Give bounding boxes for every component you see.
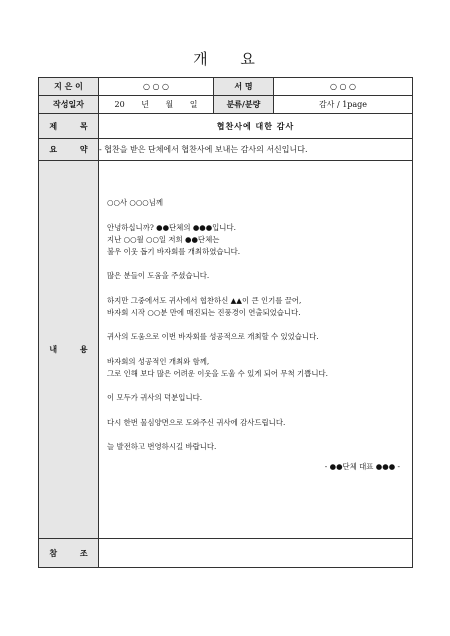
signature-line: - ●●단체 대표 ●●● - (324, 462, 400, 471)
category-label: 분류/분량 (214, 96, 274, 114)
content-line: 귀사의 도움으로 이번 바자회를 성공적으로 개최할 수 있었습니다. (107, 332, 319, 341)
content-line: 바자회 시작 ○○분 만에 매진되는 진풍경이 연출되었습니다. (107, 307, 301, 317)
reference-label: 참 조 (39, 539, 99, 568)
reference-row (39, 539, 413, 568)
summary-label: 요 약 (39, 139, 99, 161)
greeting-line: ○○사 ○○○님께 (107, 198, 164, 207)
summary-row (39, 139, 413, 161)
subject-label: 제 목 (39, 114, 99, 139)
content-line: 지난 ○○월 ○○일 저희 ●●단체는 (107, 234, 220, 244)
category-value: 감사 / 1page (274, 96, 413, 114)
summary-value: - 협찬을 받은 단체에서 협찬사에 보내는 감사의 서신입니다. (99, 139, 413, 161)
date-row (39, 96, 413, 114)
content-line: 하지만 그중에서도 귀사에서 협찬하신 ▲▲이 큰 인기를 끌어, (107, 295, 302, 305)
content-line: 불우 이웃 돕기 바자회를 개최하였습니다. (107, 246, 241, 256)
sign-label: 서 명 (214, 78, 274, 96)
date-label: 작성일자 (39, 96, 99, 114)
date-year-unit: 년 (141, 100, 149, 109)
content-line: 많은 분들이 도움을 주셨습니다. (107, 271, 210, 280)
title-char-1: 개 (193, 50, 210, 68)
date-month-unit: 월 (165, 100, 174, 109)
sign-value: ○ ○ ○ (274, 78, 413, 96)
page-title (0, 48, 450, 69)
subject-row (39, 114, 413, 139)
content-line: 늘 발전하고 번영하시길 바랍니다. (107, 442, 217, 451)
subject-value: 협찬사에 대한 감사 (99, 114, 413, 139)
date-day-unit: 일 (189, 100, 198, 109)
date-year: 20 (114, 100, 125, 109)
author-value: ○ ○ ○ (99, 78, 214, 96)
content-line: 그로 인해 보다 많은 어려운 이웃을 도울 수 있게 되어 무척 기쁩니다. (107, 368, 328, 378)
content-line: 이 모두가 귀사의 덕분입니다. (107, 393, 203, 402)
content-body (99, 161, 413, 539)
date-value (99, 96, 214, 114)
content-row (39, 161, 413, 539)
overview-form-table (38, 77, 413, 568)
author-row (39, 78, 413, 96)
reference-value (99, 539, 413, 568)
content-line: 다시 한번 물심양면으로 도와주신 귀사에 감사드립니다. (107, 417, 286, 427)
content-line: 안녕하십니까? ●●단체의 ●●●입니다. (107, 222, 236, 232)
content-label: 내 용 (39, 161, 99, 539)
author-label: 지 은 이 (39, 78, 99, 96)
title-char-2: 요 (240, 50, 257, 68)
content-line: 바자회의 성공적인 개최와 함께, (107, 356, 210, 366)
